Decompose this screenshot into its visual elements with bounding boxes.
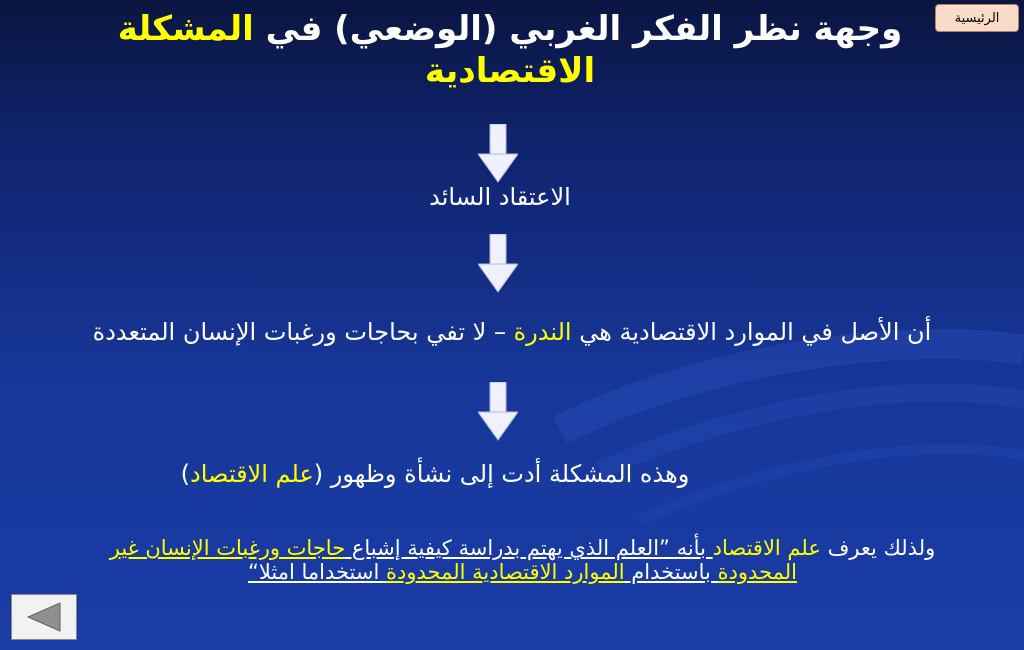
definition-t4: استخداما امثلا“: [247, 560, 386, 584]
definition-h2: حاجات ورغبات الإنسان غير المحدودة: [109, 536, 798, 584]
back-button[interactable]: [11, 594, 77, 640]
definition-h3: الموارد الاقتصادية المحدودة: [386, 560, 625, 584]
definition-t2: بأنه ”العلم الذي يهتم بدراسة كيفية إشباع: [345, 536, 713, 560]
scarcity-before: أن الأصل في الموارد الاقتصادية هي: [571, 318, 932, 346]
title-part1: وجهة نظر الفكر الغربي (الوضعي) في: [253, 9, 903, 49]
definition-h1: علم الاقتصاد: [712, 536, 821, 560]
definition-text: [70, 536, 975, 584]
down-arrow-icon: [478, 382, 518, 442]
scarcity-highlight: الندرة: [513, 318, 572, 346]
definition-t3: باستخدام: [624, 560, 718, 584]
definition-t1: ولذلك يعرف: [820, 536, 936, 560]
origin-before: وهذه المشكلة أدت إلى نشأة وظهور (: [313, 460, 690, 488]
title-highlight: المشكلة الاقتصادية: [117, 9, 596, 91]
triangle-left-icon: [24, 601, 64, 633]
down-arrow-icon: [478, 124, 518, 184]
scarcity-text: [10, 318, 1014, 346]
home-button[interactable]: [935, 4, 1019, 32]
belief-text: الاعتقاد السائد: [429, 183, 571, 211]
home-button-label: الرئيسية: [954, 10, 1000, 26]
scarcity-after: – لا تفي بحاجات ورغبات الإنسان المتعددة: [92, 318, 514, 346]
origin-highlight: علم الاقتصاد: [190, 460, 314, 488]
origin-text: [110, 460, 760, 488]
page-title: [80, 8, 940, 92]
down-arrow-icon: [478, 234, 518, 294]
origin-after: ): [180, 460, 191, 488]
